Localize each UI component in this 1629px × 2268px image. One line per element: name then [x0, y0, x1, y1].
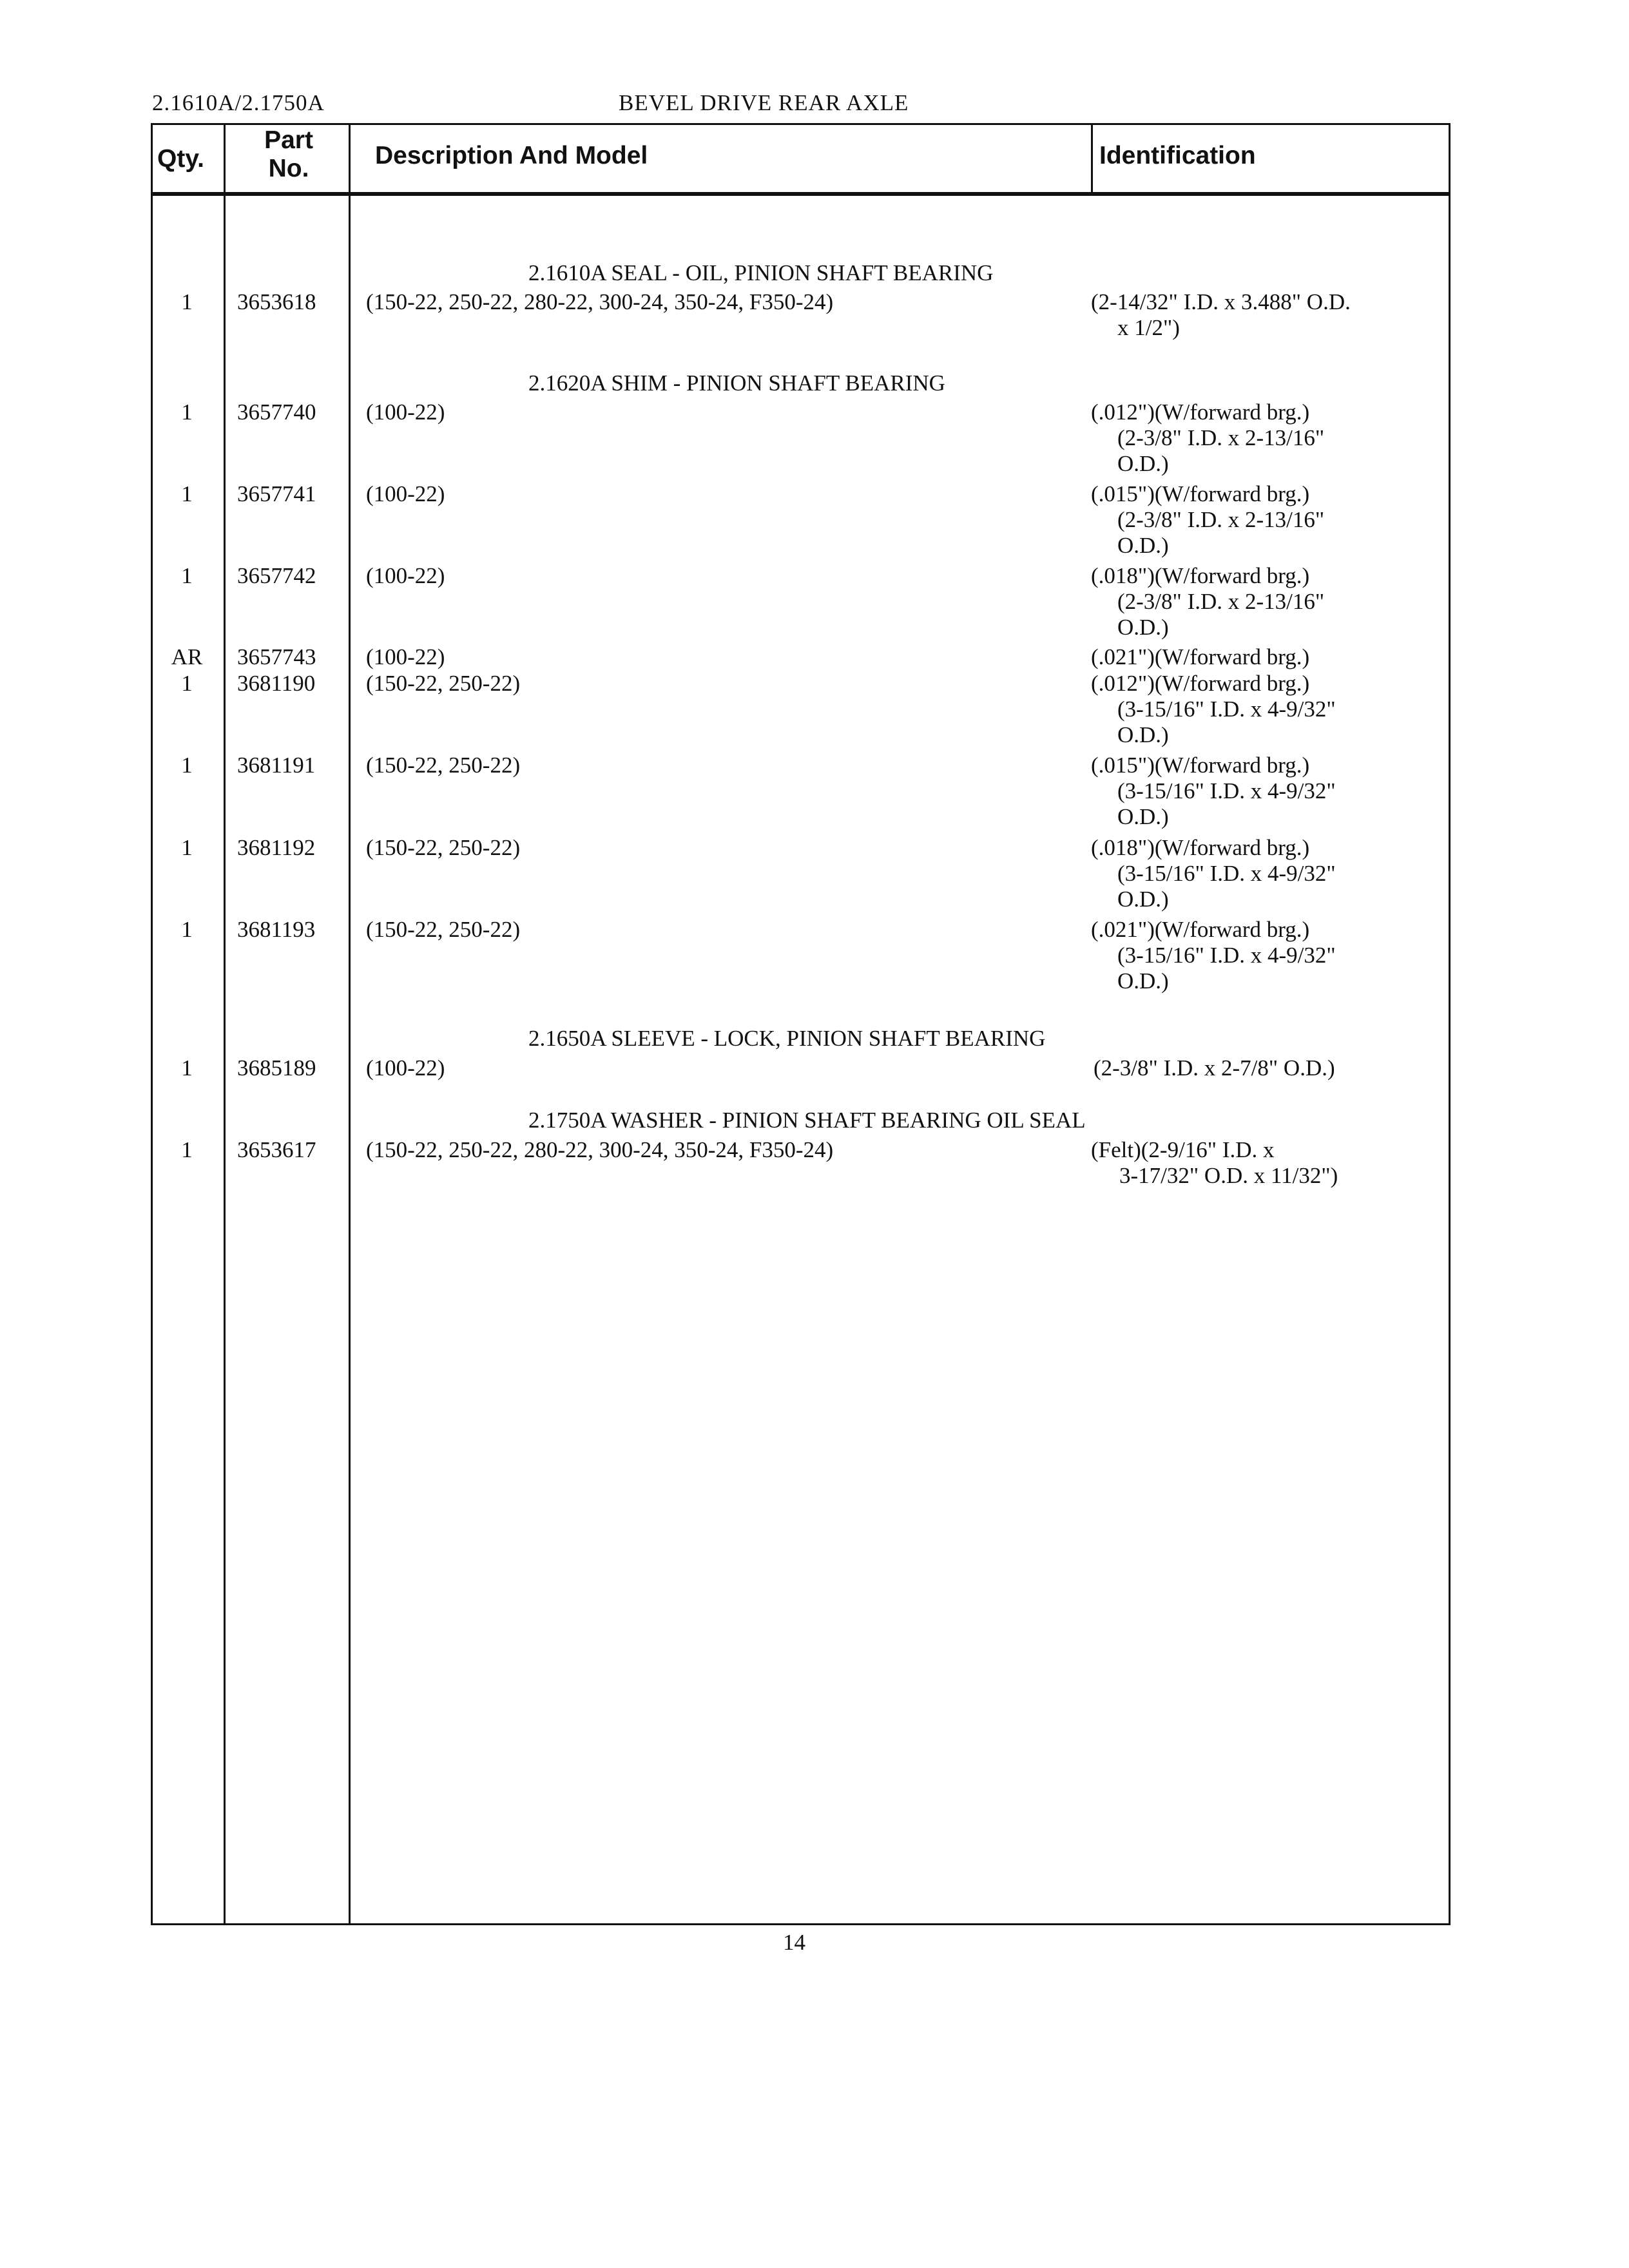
row-part-number: 3653617 [237, 1137, 316, 1162]
row-identification: (.018")(W/forward brg.) [1091, 835, 1310, 860]
row-identification-cont: O.D.) [1117, 615, 1169, 640]
column-header-part-line2: No. [268, 155, 309, 182]
row-identification-cont: (2-3/8" I.D. x 2-13/16" [1117, 589, 1325, 614]
row-identification-cont: O.D.) [1117, 451, 1169, 476]
row-identification-cont: 3-17/32" O.D. x 11/32") [1119, 1163, 1338, 1188]
row-part-number: 3657741 [237, 481, 316, 506]
row-qty: 1 [181, 671, 193, 696]
row-description: (100-22) [366, 399, 445, 425]
row-identification: (Felt)(2-9/16" I.D. x [1091, 1137, 1275, 1162]
row-part-number: 3653618 [237, 289, 316, 314]
row-identification-cont: x 1/2") [1117, 315, 1180, 340]
row-identification-cont: (3-15/16" I.D. x 4-9/32" [1117, 861, 1336, 886]
page-title: BEVEL DRIVE REAR AXLE [619, 90, 909, 115]
row-description: (100-22) [366, 1055, 445, 1081]
row-description: (150-22, 250-22) [366, 753, 521, 778]
column-header-part-line1: Part [264, 126, 313, 154]
row-identification: (.012")(W/forward brg.) [1091, 671, 1310, 696]
row-part-number: 3685189 [237, 1055, 316, 1081]
row-qty: AR [171, 644, 203, 669]
row-identification: (2-14/32" I.D. x 3.488" O.D. [1091, 289, 1351, 314]
row-description: (150-22, 250-22) [366, 835, 521, 860]
row-identification: (.015")(W/forward brg.) [1091, 753, 1310, 778]
row-part-number: 3681190 [237, 671, 316, 696]
row-identification: (.015")(W/forward brg.) [1091, 481, 1310, 506]
row-identification-cont: O.D.) [1117, 722, 1169, 747]
section-title: 2.1620A SHIM - PINION SHAFT BEARING [528, 370, 945, 396]
header-divider [153, 192, 1449, 196]
column-header-identification: Identification [1099, 142, 1256, 169]
section-title: 2.1650A SLEEVE - LOCK, PINION SHAFT BEARING [528, 1026, 1046, 1051]
row-identification-cont: O.D.) [1117, 804, 1169, 829]
page-reference: 2.1610A/2.1750A [152, 90, 325, 115]
row-description: (150-22, 250-22) [366, 917, 521, 942]
row-qty: 1 [181, 753, 193, 778]
row-identification: (.018")(W/forward brg.) [1091, 563, 1310, 588]
row-identification: (.021")(W/forward brg.) [1091, 644, 1310, 669]
row-description: (100-22) [366, 481, 445, 506]
section-title: 2.1750A WASHER - PINION SHAFT BEARING OIL SEAL [528, 1108, 1086, 1133]
row-identification-cont: (2-3/8" I.D. x 2-13/16" [1117, 507, 1325, 532]
row-identification-cont: O.D.) [1117, 887, 1169, 912]
row-identification: (2-3/8" I.D. x 2-7/8" O.D.) [1094, 1055, 1335, 1081]
row-description: (100-22) [366, 563, 445, 588]
row-part-number: 3681191 [237, 753, 316, 778]
column-header-part [250, 126, 327, 183]
row-part-number: 3657740 [237, 399, 316, 425]
section-title: 2.1610A SEAL - OIL, PINION SHAFT BEARING [528, 260, 994, 285]
row-identification-cont: (2-3/8" I.D. x 2-13/16" [1117, 425, 1325, 450]
page-number: 14 [783, 1930, 805, 1955]
row-qty: 1 [181, 835, 193, 860]
column-header-description: Description And Model [375, 142, 648, 169]
row-qty: 1 [181, 917, 193, 942]
row-identification-cont: O.D.) [1117, 533, 1169, 558]
row-identification-cont: (3-15/16" I.D. x 4-9/32" [1117, 943, 1336, 968]
row-identification-cont: (3-15/16" I.D. x 4-9/32" [1117, 778, 1336, 803]
row-part-number: 3657742 [237, 563, 316, 588]
row-part-number: 3657743 [237, 644, 316, 669]
row-identification: (.012")(W/forward brg.) [1091, 399, 1310, 425]
row-description: (150-22, 250-22, 280-22, 300-24, 350-24, F350-24) [366, 289, 834, 314]
row-identification-cont: O.D.) [1117, 968, 1169, 994]
row-description: (150-22, 250-22) [366, 671, 521, 696]
row-description: (100-22) [366, 644, 445, 669]
column-header-qty: Qty. [157, 145, 204, 173]
row-qty: 1 [181, 289, 193, 314]
row-qty: 1 [181, 481, 193, 506]
column-divider [349, 125, 351, 1923]
row-identification: (.021")(W/forward brg.) [1091, 917, 1310, 942]
row-qty: 1 [181, 563, 193, 588]
row-qty: 1 [181, 399, 193, 425]
column-divider [1091, 125, 1093, 193]
row-qty: 1 [181, 1137, 193, 1162]
row-part-number: 3681193 [237, 917, 316, 942]
row-part-number: 3681192 [237, 835, 316, 860]
row-qty: 1 [181, 1055, 193, 1081]
column-divider [224, 125, 226, 1923]
row-identification-cont: (3-15/16" I.D. x 4-9/32" [1117, 697, 1336, 722]
row-description: (150-22, 250-22, 280-22, 300-24, 350-24, F350-24) [366, 1137, 834, 1162]
